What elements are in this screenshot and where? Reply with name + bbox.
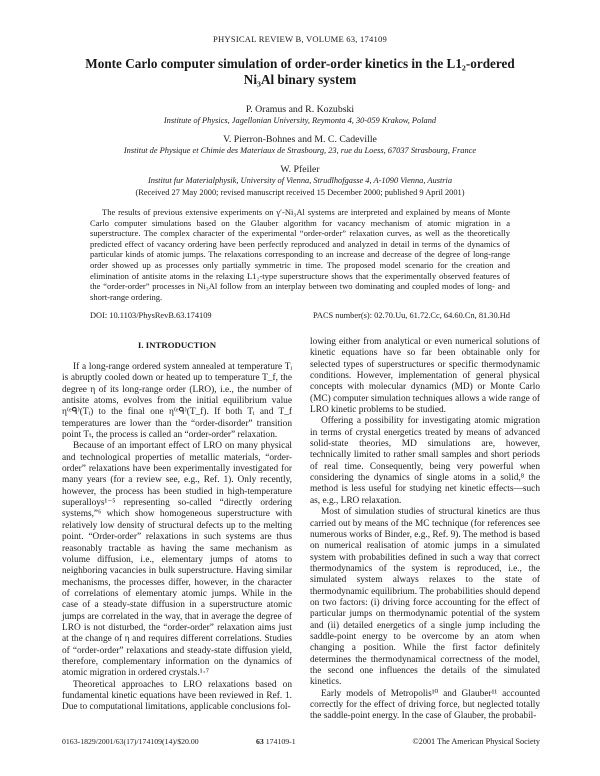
paragraph: Early models of Metropolis¹⁰ and Glauber¹¹ accounted correctly for the effect of driving force, but neglected totally the saddle-point energy. In the case of Glauber, the probabil- xyxy=(310,688,540,722)
abstract: The results of previous extensive experiments on γ′-Ni₃Al systems are interpreted and explained by means of Monte Carlo computer simulations based on the Glauber algorithm for vacancy mechanism of atomic migration in a superstructure. The complex character of the experimental “order-order” relaxation curves, as well as the theoretically predicted effect of vacancy ordering have been perfectly reproduced and analyzed in detail in terms of the dynamics of particular kinds of atomic jumps. The relaxations corresponding to an increase and decrease of the degree of long-range order showed up as processes only partially symmetric in time. The proposed model scenario for the creation and elimination of antisite atoms in the relaxing L1₂-type superstructure shows that the experimentally observed features of the “order-order” processes in Ni₃Al follow from an interplay between two dominating and coupled modes of long- and short-range ordering. xyxy=(90,207,510,302)
paper-title: Monte Carlo computer simulation of order-order kinetics in the L1₂-ordered Ni₃Al binary system xyxy=(85,56,515,87)
section-heading: I. INTRODUCTION xyxy=(137,340,217,350)
footer-page xyxy=(256,737,296,746)
author-names: W. Pfeiler xyxy=(280,164,320,175)
author-affiliation: Institut de Physique et Chimie des Materiaux de Strasbourg, 23, rue du Loess, 67037 Strasbourg, France xyxy=(123,146,477,155)
footer-copyright: ©2001 The American Physical Society xyxy=(412,737,540,746)
paragraph: Theoretical approaches to LRO relaxations based on fundamental kinetic equations have been reviewed in Ref. 1. Due to computational limitations, applicable conclusions fol- xyxy=(62,679,292,713)
author-affiliation: Institute of Physics, Jagellonian University, Reymonta 4, 30-059 Krakow, Poland xyxy=(163,116,437,125)
pacs-numbers: PACS number(s): 02.70.Uu, 61.72.Cc, 64.60.Cn, 81.30.Hd xyxy=(313,311,510,320)
paragraph: If a long-range ordered system annealed at temperature Tᵢ is abruptly cooled down or heated up to temperature T_f, the degree η of its long-range order (LRO), i.e., the number of antisite atoms, evolves from the initial equilibrium value η⁽ᵉᑫ⁾(Tᵢ) to the final one η⁽ᵉᑫ⁾(T_f). If both Tᵢ and T_f temperatures are lower than the “order-disorder” transition point Tₜ, the process is called an “order-order” relaxation. xyxy=(62,362,292,441)
left-column xyxy=(62,362,292,714)
author-names: P. Oramus and R. Kozubski xyxy=(245,104,355,115)
paragraph: Because of an important effect of LRO on many physical and technological properties of metallic materials, “order-order” relaxations have been experimentally investigated for many years (for a review see, e.g., Ref. 1). Only recently, however, the process has been studied in high-temperature superalloys¹⁻⁵ representing so-called “directly ordering systems,”⁶ which show homogeneous superstructure with relatively low density of structural defects up to the melting point. “Order-order” relaxations in such systems are thus reasonably tractable as having the same mechanism as volume diffusion, i.e., elementary jumps of atoms to neighboring vacancies in bulk superstructure. Having similar mechanisms, the processes differ, however, in the character of correlations of elementary atomic jumps. While in the case of a steady-state diffusion in a superstructure atomic jumps are correlated in the way, that in average the degree of LRO is not disturbed, the “order-order” relaxation aims just at the change of η and requires different correlations. Studies of “order-order” relaxations and steady-state diffusion yield, therefore, complementary information on the dynamics of atomic migration in ordered crystals.¹·⁷ xyxy=(62,441,292,679)
paragraph: lowing either from analytical or even numerical solutions of kinetic equations have so far been obtainable only for selected types of superstructures or specific thermodynamic conditions. However, implementation of general physical concepts with molecular dynamics (MD) or Monte Carlo (MC) computer simulation techniques allows a wide range of LRO kinetic problems to be studied. xyxy=(310,337,540,416)
author-affiliation: Institut fur Materialphysik, University of Vienna, Strudlhofgasse 4, A-1090 Vienna, Austria xyxy=(147,176,453,185)
footer-volume: 63 xyxy=(256,737,264,746)
footer-page-number: 174109-1 xyxy=(265,737,296,746)
received-dates: (Received 27 May 2000; revised manuscript received 15 December 2000; published 9 April 2001) xyxy=(135,188,465,197)
doi: DOI: 10.1103/PhysRevB.63.174109 xyxy=(90,311,212,320)
right-column xyxy=(310,337,540,723)
footer-code: 0163-1829/2001/63(17)/174109(14)/$20.00 xyxy=(62,737,199,746)
paragraph: Offering a possibility for investigating atomic migration in terms of crystal energetics treated by means of advanced solid-state theories, MD simulations are, however, technically limited to rather small samples and short periods of real time. Consequently, being very powerful when considering the dynamics of single atoms in a solid,⁸ the method is less useful for studying net kinetic effects—such as, e.g., LRO relaxation. xyxy=(310,416,540,506)
paragraph: Most of simulation studies of structural kinetics are thus carried out by means of the MC technique (for references see numerous works of Binder, e.g., Ref. 9). The method is based on numerical realisation of atomic jumps in a simulated system with probabilities defined in such a way that correct thermodynamics of the system is reproduced, i.e., the simulated system always relaxes to the state of thermodynamic equilibrium. The probabilities should depend on two factors: (i) driving force accounting for the effect of particular jumps on thermodynamic potential of the system and (ii) detailed energetics of a single jump including the saddle-point energy to be overcome by an atom when changing a position. While the first factor definitely determines the thermodynamical correctness of the model, the second one influences the details of the simulated kinetics. xyxy=(310,507,540,688)
journal-header: PHYSICAL REVIEW B, VOLUME 63, 174109 xyxy=(213,34,387,44)
author-names: V. Pierron-Bohnes and M. C. Cadeville xyxy=(223,134,377,145)
